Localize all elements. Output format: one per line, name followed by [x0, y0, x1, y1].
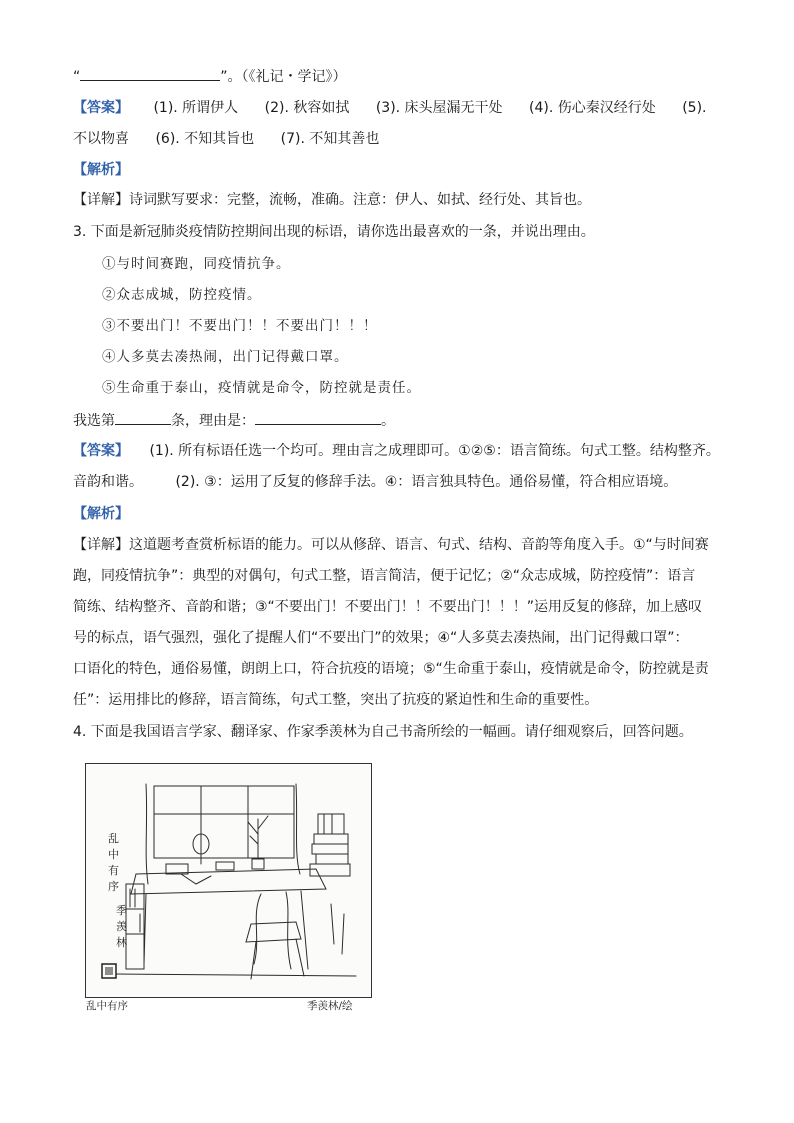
- q3-choose-line: [73, 410, 746, 431]
- figure-caption-title: 乱中有序: [86, 1000, 128, 1012]
- open-quote: “: [73, 69, 81, 85]
- q3-analysis-heading: [73, 504, 746, 524]
- q2-detail-text: 诗词默写要求：完整，流畅，准确。注意：伊人、如拭、经行处、其旨也。: [129, 192, 591, 208]
- q2-answer-5-label: (5).: [682, 100, 707, 116]
- q2-detail: [73, 190, 746, 210]
- inscription-char: 中: [108, 848, 119, 861]
- q3-answer-part-2: (2). ③：运用了反复的修辞手法。④：语言独具特色。通俗易懂，符合相应语境。: [175, 474, 678, 490]
- q4-stem-text: 4. 下面是我国语言学家、翻译家、作家季羡林为自己书斋所绘的一幅画。请仔细观察后，回答问题。: [73, 724, 693, 740]
- analysis-tag: 【解析】: [73, 162, 129, 178]
- q3-detail-text-6: 任”：运用排比的修辞，语言简练，句式工整，突出了抗疫的紧迫性和生命的重要性。: [73, 692, 599, 708]
- answer-tag: 【答案】: [73, 443, 129, 459]
- q2-answer-7: (7). 不知其善也: [280, 131, 380, 147]
- inscription-char: 林: [116, 936, 127, 949]
- inscription-char: 序: [108, 880, 119, 893]
- detail-tag: 【详解】: [73, 537, 129, 553]
- source-citation: ”。（《礼记・学记》）: [220, 69, 347, 85]
- q2-answer-2: (2). 秋容如拭: [264, 100, 350, 116]
- analysis-tag: 【解析】: [73, 506, 129, 522]
- slogan-3: ③不要出门！不要出门！！不要出门！！！: [102, 318, 378, 334]
- slogan-2: ②众志成城，防控疫情。: [102, 287, 262, 303]
- q3-answer-part-1: (1). 所有标语任选一个均可。理由言之成理即可。①②⑤：语言简练。句式工整。结构整齐。: [149, 443, 720, 459]
- q3-answer-line-1: [73, 441, 746, 461]
- q3-detail-text-3: 简练、结构整齐、音韵和谐；③“不要出门！不要出门！！不要出门！！！”运用反复的修辞，加上感叹: [73, 599, 703, 615]
- q3-detail-text-2: 跑，同疫情抗争”：典型的对偶句，句式工整，语言简洁，便于记忆；②“众志成城，防控疫情”：语言: [73, 568, 696, 584]
- inscription-char: 有: [108, 864, 119, 877]
- choose-middle: 条，理由是：: [171, 413, 255, 429]
- q2-answer-6: (6). 不知其旨也: [155, 131, 255, 147]
- q2-answer-line-2: [73, 129, 746, 149]
- q2-answer-5: 不以物喜: [73, 131, 129, 147]
- inscription-char: 羡: [116, 920, 127, 933]
- answer-tag: 【答案】: [73, 100, 129, 116]
- answer-blank[interactable]: [80, 66, 220, 81]
- choose-suffix: 。: [381, 413, 395, 429]
- inscription-char: 乱: [108, 832, 119, 845]
- q2-answer-1: (1). 所谓伊人: [153, 100, 239, 116]
- q3-detail-line-1: [73, 535, 746, 555]
- figure-caption-author: 季羡林/绘: [307, 1000, 353, 1012]
- q3-detail-text-4: 号的标点，语气强烈，强化了提醒人们“不要出门”的效果；④“人多莫去凑热闹，出门记得戴口罩”：: [73, 630, 689, 646]
- q2-answer-4: (4). 伤心秦汉经行处: [529, 100, 656, 116]
- q2-answer-line-1: [73, 98, 746, 118]
- q2-answer-3: (3). 床头屋漏无干处: [375, 100, 503, 116]
- slogan-5: ⑤生命重于泰山，疫情就是命令，防控就是责任。: [102, 380, 421, 396]
- q3-detail-text-1: 这道题考查赏析标语的能力。可以从修辞、语言、句式、结构、音韵等角度入手。①“与时间赛: [129, 537, 709, 553]
- q2-analysis-heading: [73, 160, 746, 180]
- reason-blank[interactable]: [255, 410, 381, 425]
- choice-blank[interactable]: [115, 410, 171, 425]
- slogan-4: ④人多莫去凑热闹，出门记得戴口罩。: [102, 349, 349, 365]
- q3-answer-part-1-end: 音韵和谐。: [73, 474, 143, 490]
- q3-stem-text: 3. 下面是新冠肺炎疫情防控期间出现的标语，请你选出最喜欢的一条，并说出理由。: [73, 224, 595, 240]
- slogan-1: ①与时间赛跑，同疫情抗争。: [102, 256, 291, 272]
- inscription-char: 季: [116, 904, 127, 917]
- detail-tag: 【详解】: [73, 192, 129, 208]
- q3-answer-line-2: [73, 472, 746, 492]
- q4-stem: [73, 722, 746, 742]
- study-sketch-figure: [85, 763, 372, 998]
- q3-detail-text-5: 口语化的特色，通俗易懂，朗朗上口，符合抗疫的语境；⑤“生命重于泰山，疫情就是命令，防控就是责: [73, 661, 709, 677]
- poem-fill-line: [73, 66, 746, 87]
- choose-prefix: 我选第: [73, 413, 115, 429]
- q3-stem: [73, 222, 746, 242]
- study-sketch-drawing: [86, 764, 371, 997]
